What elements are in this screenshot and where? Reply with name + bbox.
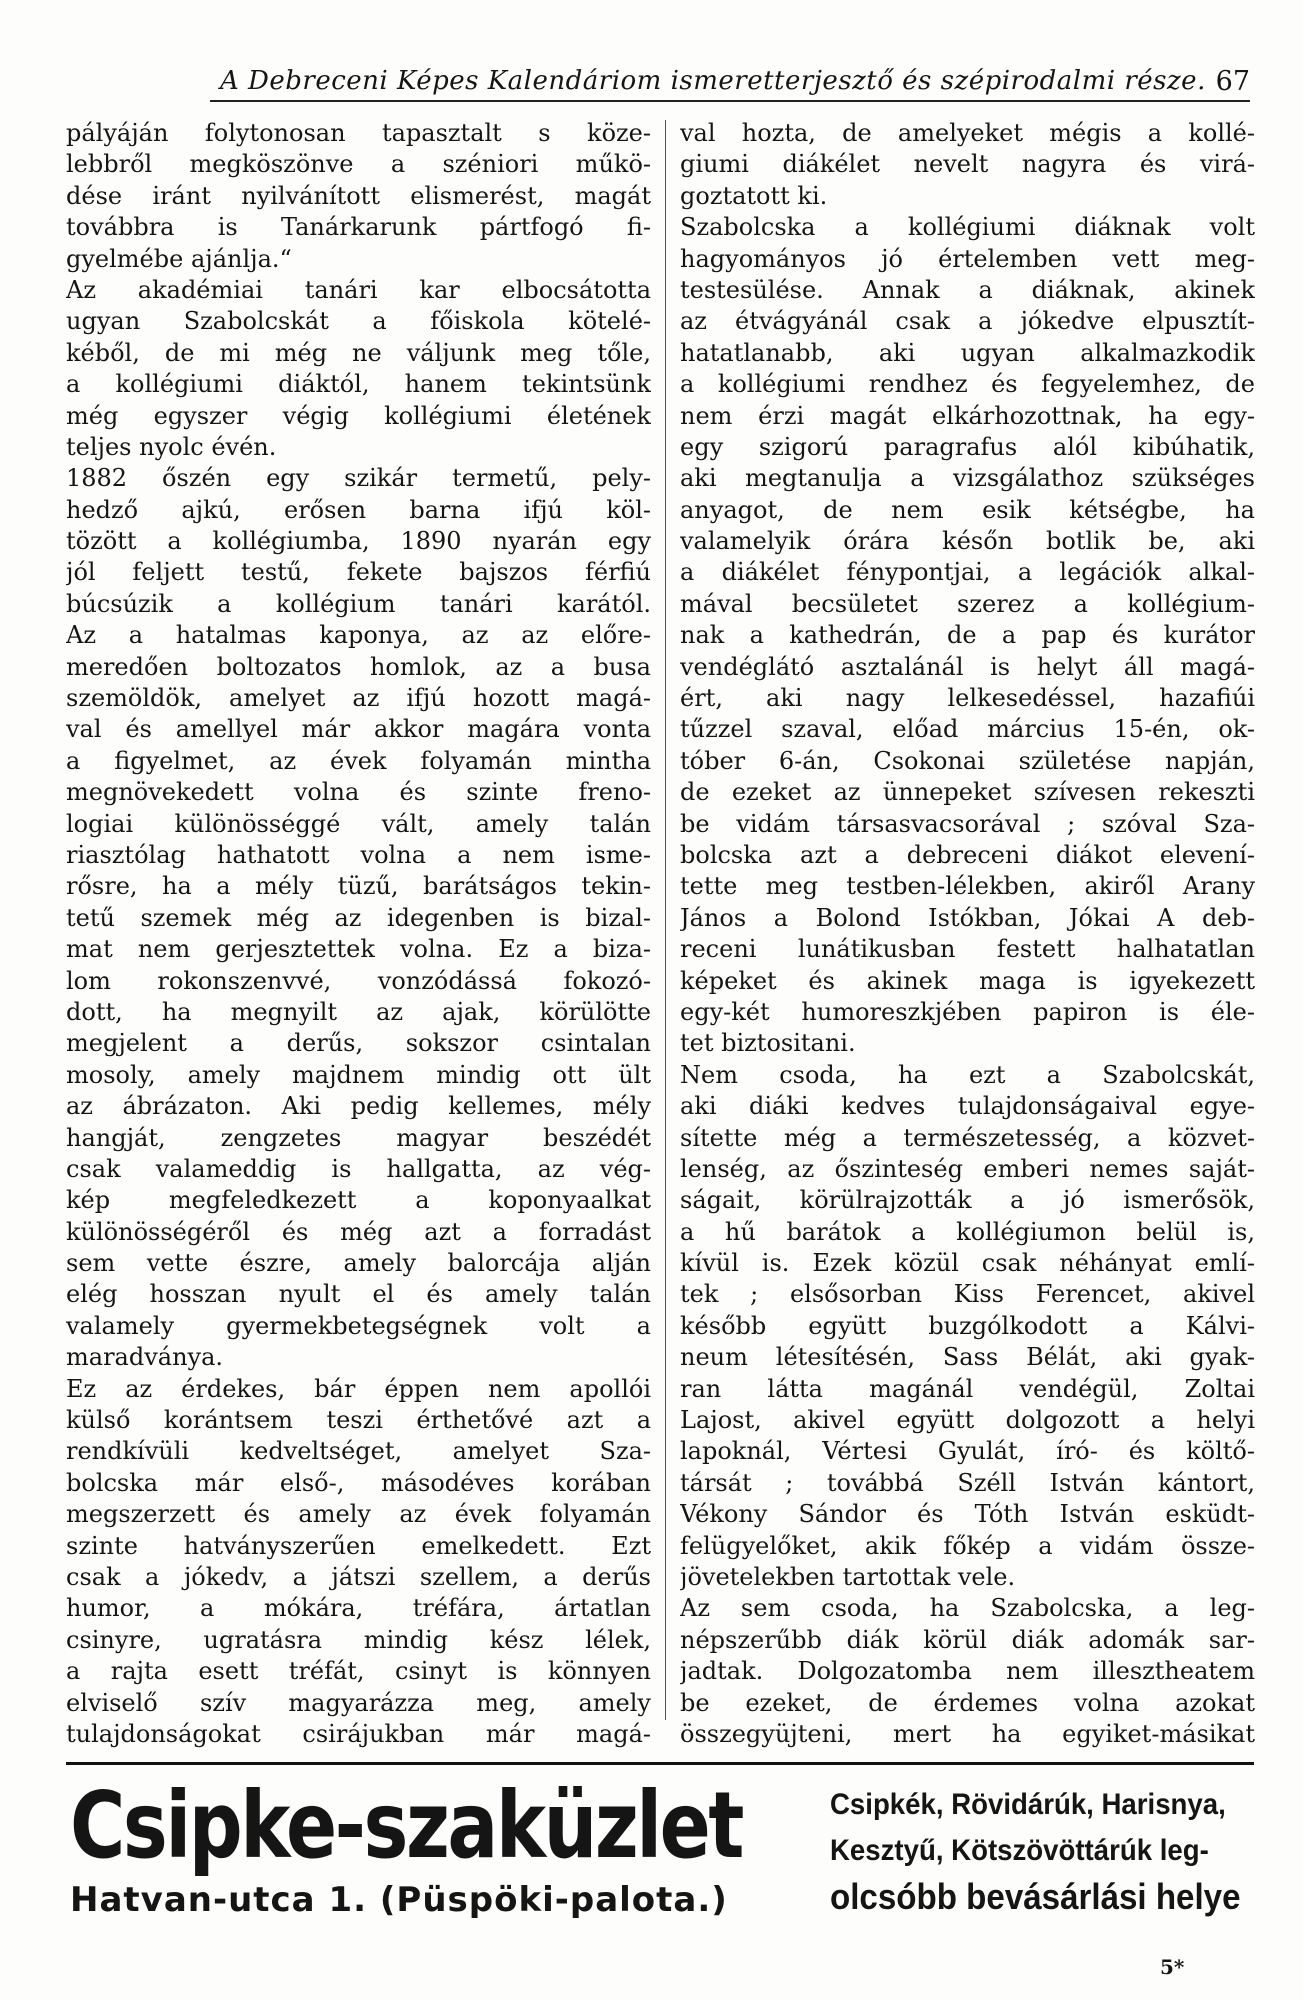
text-line: később együtt buzgólkodott a Kálvi- [680,1311,1255,1340]
text-line: rendkívüli kedveltséget, amelyet Sza- [66,1437,651,1466]
text-line: a kollégiumi diáktól, hanem tekintsünk [66,370,651,399]
text-line: lenség, az őszinteség emberi nemes saját- [680,1154,1255,1183]
text-line: szinte hatványszerűen emelkedett. Ezt [66,1531,651,1560]
text-line: mat nem gerjesztettek volna. Ez a biza- [66,935,651,964]
text-line: be ezeket, de érdemes volna azokat [680,1688,1255,1717]
text-line: ugyan Szabolcskát a főiskola kötelé- [66,307,651,336]
text-line: aki diáki kedves tulajdonságaival egye- [680,1092,1255,1121]
text-line: ságait, körülrajzották a jó ismerősök, [680,1186,1255,1215]
text-line: hagyományos jó értelemben vett meg- [680,244,1255,273]
advertisement-address: Hatvan-utca 1. (Püspöki-palota.) [70,1880,728,1920]
text-line: tulajdonságokat csirájukban már magá- [66,1719,651,1748]
text-line: mosoly, amely majdnem mindig ott ült [66,1060,651,1089]
text-line: a rajta esett tréfát, csinyt is könnyen [66,1657,651,1686]
text-line: megszerzett és amely az évek folyamán [66,1500,651,1529]
text-line: mával becsületet szerez a kollégium- [680,589,1255,618]
text-line: nem érzi magát elkárhozottnak, ha egy- [680,401,1255,430]
text-line: az ábrázaton. Aki pedig kellemes, mély [66,1092,651,1121]
text-line: gyelmébe ajánlja.“ [66,244,292,273]
left-column [66,118,651,1750]
text-line: Szabolcska a kollégiumi diáknak volt [680,213,1255,242]
text-line: bolcska azt a debreceni diákot elevení- [680,840,1255,869]
text-line: népszerűbb diák körül diák adomák sar- [680,1625,1255,1654]
advertisement-products-line: Csipkék, Rövidárúk, Harisnya, [830,1788,1226,1821]
text-line: val és amellyel már akkor magára vonta [66,715,651,744]
text-line: valamelyik órára későn botlik be, aki [680,527,1255,556]
page-number: 67 [1215,66,1250,97]
text-line: Ez az érdekes, bár éppen nem apollói [66,1374,651,1403]
text-line: bolcska már első-, másodéves korában [66,1468,651,1497]
text-line: társát ; továbbá Széll István kántort, [680,1468,1255,1497]
text-line: Vékony Sándor és Tóth István esküdt- [680,1500,1255,1529]
text-line: képeket és akinek maga is igyekezett [680,966,1255,995]
text-line: a diákélet fénypontjai, a legációk alkal- [680,558,1255,587]
text-line: egy szigorú paragrafus alól kibúhatik, [680,432,1255,461]
text-line: csak valameddig is hallgatta, az vég- [66,1154,651,1183]
advertisement-products-line: Kesztyű, Kötszövöttárúk leg- [830,1834,1209,1867]
text-line: megjelent a derűs, sokszor csintalan [66,1029,651,1058]
advertisement-products-line: olcsóbb bevásárlási helye [830,1876,1241,1917]
text-line: jövetelekben tartottak vele. [680,1562,1016,1591]
text-line: de ezeket az ünnepeket szívesen rekeszti [680,778,1255,807]
advertisement-rule [66,1762,1254,1765]
text-line: valamely gyermekbetegségnek volt a [66,1311,651,1340]
text-line: humor, a mókára, tréfára, ártatlan [66,1594,651,1623]
text-line: 1882 őszén egy szikár termetű, pely- [66,464,651,493]
text-line: egy-két humoreszkjében papiron is éle- [680,997,1255,1026]
text-line: rősre, ha a mély tüzű, barátságos tekin- [66,872,651,901]
text-line: dése iránt nyilvánított elismerést, magát [66,181,651,210]
text-line: logiai különösséggé vált, amely talán [66,809,651,838]
text-line: nak a kathedrán, de a pap és kurátor [680,621,1255,650]
text-line: sem vette észre, amely balorcája alján [66,1249,651,1278]
text-line: vendéglátó asztalánál is helyt áll magá- [680,652,1255,681]
page-header [70,62,1250,102]
text-line: kéből, de mi még ne váljunk meg tőle, [66,338,651,367]
column-divider [665,120,666,1720]
text-line: val hozta, de amelyeket mégis a kollé- [680,119,1255,147]
text-line: Az akadémiai tanári kar elbocsátotta [66,275,651,304]
text-line: megnövekedett volna és szinte freno- [66,778,651,807]
text-line: felügyelőket, akik főkép a vidám össze- [680,1531,1255,1560]
text-line: tözött a kollégiumba, 1890 nyarán egy [66,527,651,556]
text-line: búcsúzik a kollégium tanári karától. [66,589,651,618]
text-line: a kollégiumi rendhez és fegyelemhez, de [680,370,1255,399]
text-line: neum létesítésén, Sass Bélát, aki gyak- [680,1343,1255,1372]
signature-mark: 5* [1160,1955,1185,1979]
text-line: ért, aki nagy lelkesedéssel, hazafiúi [680,684,1255,713]
text-line: kép megfeledkezett a koponyaalkat [66,1186,651,1215]
text-line: tette meg testben-lélekben, akiről Arany [680,872,1255,901]
text-line: lom rokonszenvvé, vonzódássá fokozó- [66,966,651,995]
running-title: A Debreceni Képes Kalendáriom ismeretterjesztő és szépirodalmi része. [220,66,1206,96]
text-line: giumi diákélet nevelt nagyra és virá- [680,150,1255,179]
text-line: elég hosszan nyult el és amely talán [66,1280,651,1309]
text-line: az étvágyánál csak a jókedve elpusztít- [680,307,1255,336]
right-column [680,118,1255,1750]
text-line: tűzzel szaval, előad március 15-én, ok- [680,715,1255,744]
text-line: ran látta magánál vendégül, Zoltai [680,1374,1255,1403]
text-line: még egyszer végig kollégiumi életének [66,401,651,430]
text-line: összegyüjteni, mert ha egyiket-másikat [680,1719,1255,1748]
text-line: csinyre, ugratásra mindig kész lélek, [66,1625,651,1654]
text-line: goztatott ki. [680,181,828,210]
text-line: sítette még a természetesség, a közvet- [680,1123,1255,1152]
text-line: lebbről megköszönve a széniori műkö- [66,150,651,179]
text-line: receni lunátikusban festett halhatatlan [680,935,1255,964]
text-line: Nem csoda, ha ezt a Szabolcskát, [680,1060,1255,1089]
advertisement-shop-name: Csipke-szaküzlet [70,1772,742,1879]
text-line: maradványa. [66,1343,224,1372]
text-line: Az a hatalmas kaponya, az az előre- [66,621,651,650]
text-line: a hű barátok a kollégiumon belül is, [680,1217,1255,1246]
header-rule [210,100,1250,102]
text-line: továbbra is Tanárkarunk pártfogó fi- [66,213,651,242]
text-line: tek ; elsősorban Kiss Ferencet, akivel [680,1280,1255,1309]
text-line: jól feljett testű, fekete bajszos férfiú [66,558,651,587]
advertisement-products [830,1782,1241,1920]
text-line: hatatlanabb, aki ugyan alkalmazkodik [680,338,1255,367]
text-line: riasztólag hathatott volna a nem isme- [66,840,651,869]
text-line: csak a jókedv, a játszi szellem, a derűs [66,1562,651,1591]
text-line: testesülése. Annak a diáknak, akinek [680,275,1255,304]
text-line: elviselő szív magyarázza meg, amely [66,1688,651,1717]
text-line: anyagot, de nem esik kétségbe, ha [680,495,1255,524]
text-line: teljes nyolc évén. [66,432,277,461]
text-line: hangját, zengzetes magyar beszédét [66,1123,651,1152]
text-line: pályáján folytonosan tapasztalt s köze- [66,119,651,147]
text-line: be vidám társasvacsorával ; szóval Sza- [680,809,1255,838]
text-line: külső korántsem teszi érthetővé azt a [66,1406,651,1435]
text-line: meredően boltozatos homlok, az a busa [66,652,651,681]
text-line: jadtak. Dolgozatomba nem illesztheatem [680,1657,1255,1686]
text-line: Az sem csoda, ha Szabolcska, a leg- [680,1594,1255,1623]
text-line: tet biztositani. [680,1029,856,1058]
text-line: szemöldök, amelyet az ifjú hozott magá- [66,684,651,713]
text-line: Lajost, akivel együtt dolgozott a helyi [680,1406,1255,1435]
text-line: János a Bolond Istókban, Jókai A deb- [680,903,1255,932]
text-line: kívül is. Ezek közül csak néhányat emlí- [680,1249,1255,1278]
text-line: a figyelmet, az évek folyamán mintha [66,746,651,775]
text-line: tóber 6-án, Csokonai születése napján, [680,746,1255,775]
text-line: különösségéről és még azt a forradást [66,1217,651,1246]
text-line: tetű szemek még az idegenben is bizal- [66,903,651,932]
text-line: aki megtanulja a vizsgálathoz szükséges [680,464,1255,493]
text-line: lapoknál, Vértesi Gyulát, író- és költő- [680,1437,1255,1466]
text-line: hedző ajkú, erősen barna ifjú köl- [66,495,651,524]
text-line: dott, ha megnyilt az ajak, körülötte [66,997,651,1026]
